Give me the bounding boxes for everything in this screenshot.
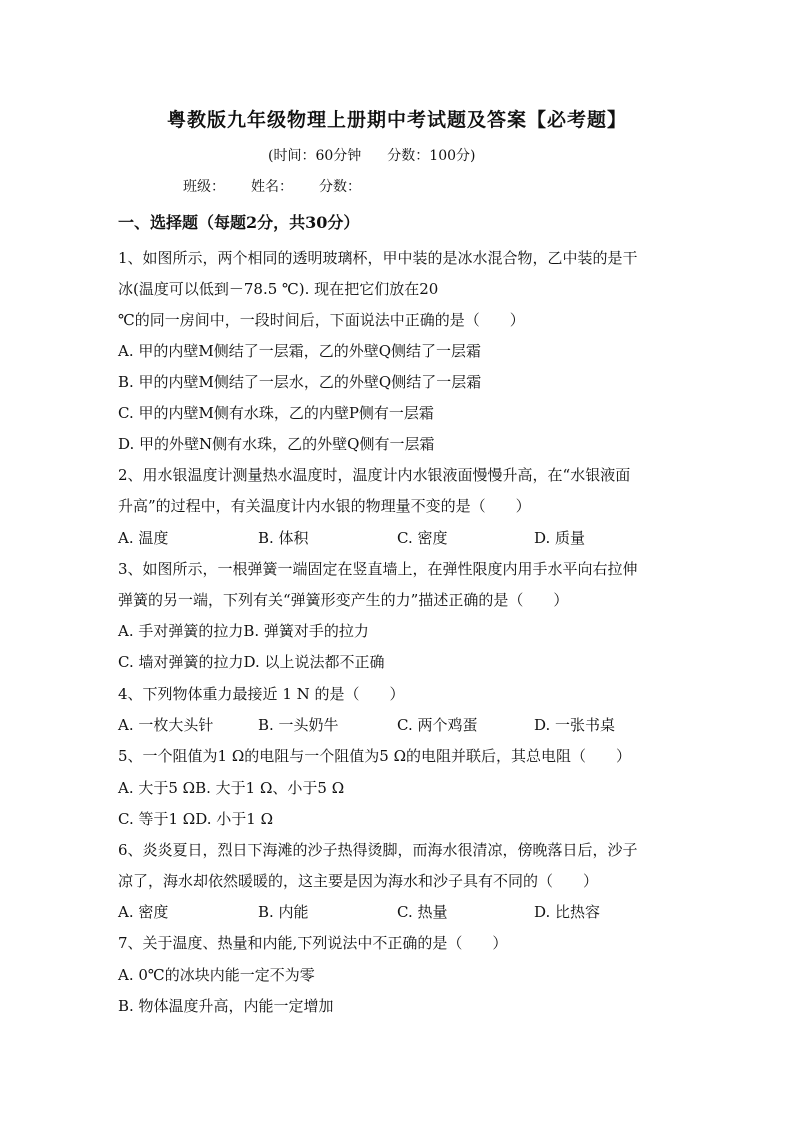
q3-options-cd: C. 墙对弹簧的拉力D. 以上说法都不正确 [118,653,385,671]
class-field: 班级： [183,179,225,195]
q1-option-b: B. 甲的内壁M侧结了一层水，乙的外壁Q侧结了一层霜 [118,373,482,391]
name-field: 姓名： [251,179,293,195]
section-heading: 一、选择题（每题2分，共30分） [118,213,360,232]
q1-option-a: A. 甲的内壁M侧结了一层霜，乙的外壁Q侧结了一层霜 [118,342,482,360]
page-title: 粤教版九年级物理上册期中考试题及答案【必考题】 [166,109,627,131]
q5-line1: 5、一个阻值为1 Ω的电阻与一个阻值为5 Ω的电阻并联后，其总电阻（ ） [118,747,632,765]
exam-score: 分数：100分) [387,148,476,164]
q7-option-b: B. 物体温度升高，内能一定增加 [118,997,334,1015]
q2-option-d: D. 质量 [534,529,586,547]
q4-line1: 4、下列物体重力最接近 1 N 的是（ ） [118,685,405,703]
q6-option-a: A. 密度 [118,903,169,921]
q2-option-b: B. 体积 [258,529,309,547]
q1-line3: ℃的同一房间中，一段时间后，下面说法中正确的是（ ） [118,311,525,329]
q4-option-a: A. 一枚大头针 [118,716,214,734]
q3-line1: 3、如图所示，一根弹簧一端固定在竖直墙上，在弹性限度内用手水平向右拉伸 [118,560,638,578]
q5-options-ab: A. 大于5 ΩB. 大于1 Ω、小于5 Ω [118,779,345,797]
q2-line1: 2、用水银温度计测量热水温度时，温度计内水银液面慢慢升高，在“水银液面 [118,466,631,484]
q1-option-d: D. 甲的外壁N侧有水珠，乙的外壁Q侧有一层霜 [118,435,435,453]
q4-option-d: D. 一张书桌 [534,716,616,734]
q6-option-c: C. 热量 [397,903,448,921]
q1-line1: 1、如图所示，两个相同的透明玻璃杯，甲中装的是冰水混合物，乙中装的是干 [118,249,638,267]
q6-line1: 6、炎炎夏日，烈日下海滩的沙子热得烫脚，而海水很清凉，傍晚落日后，沙子 [118,841,638,859]
q7-line1: 7、关于温度、热量和内能,下列说法中不正确的是（ ） [118,934,508,952]
q5-options-cd: C. 等于1 ΩD. 小于1 Ω [118,810,274,828]
q6-option-d: D. 比热容 [534,903,601,921]
score-field: 分数： [319,179,361,195]
q3-line2: 弹簧的另一端，下列有关“弹簧形变产生的力”描述正确的是（ ） [118,591,569,609]
q2-option-c: C. 密度 [397,529,448,547]
q3-options-ab: A. 手对弹簧的拉力B. 弹簧对手的拉力 [118,622,369,640]
q4-option-c: C. 两个鸡蛋 [397,716,478,734]
q1-line2: 冰(温度可以低到－78.5 ℃). 现在把它们放在20 [118,280,439,298]
exam-time: (时间：60分钟 [268,148,362,164]
student-fields [183,176,387,196]
q1-option-c: C. 甲的内壁M侧有水珠，乙的内壁P侧有一层霜 [118,404,434,422]
q6-option-b: B. 内能 [258,903,309,921]
q7-option-a: A. 0℃的冰块内能一定不为零 [118,966,315,984]
q4-option-b: B. 一头奶牛 [258,716,339,734]
q2-option-a: A. 温度 [118,529,169,547]
q2-line2: 升高”的过程中，有关温度计内水银的物理量不变的是（ ） [118,497,531,515]
q6-line2: 凉了，海水却依然暖暖的，这主要是因为海水和沙子具有不同的（ ） [118,872,599,890]
exam-info [268,145,501,165]
